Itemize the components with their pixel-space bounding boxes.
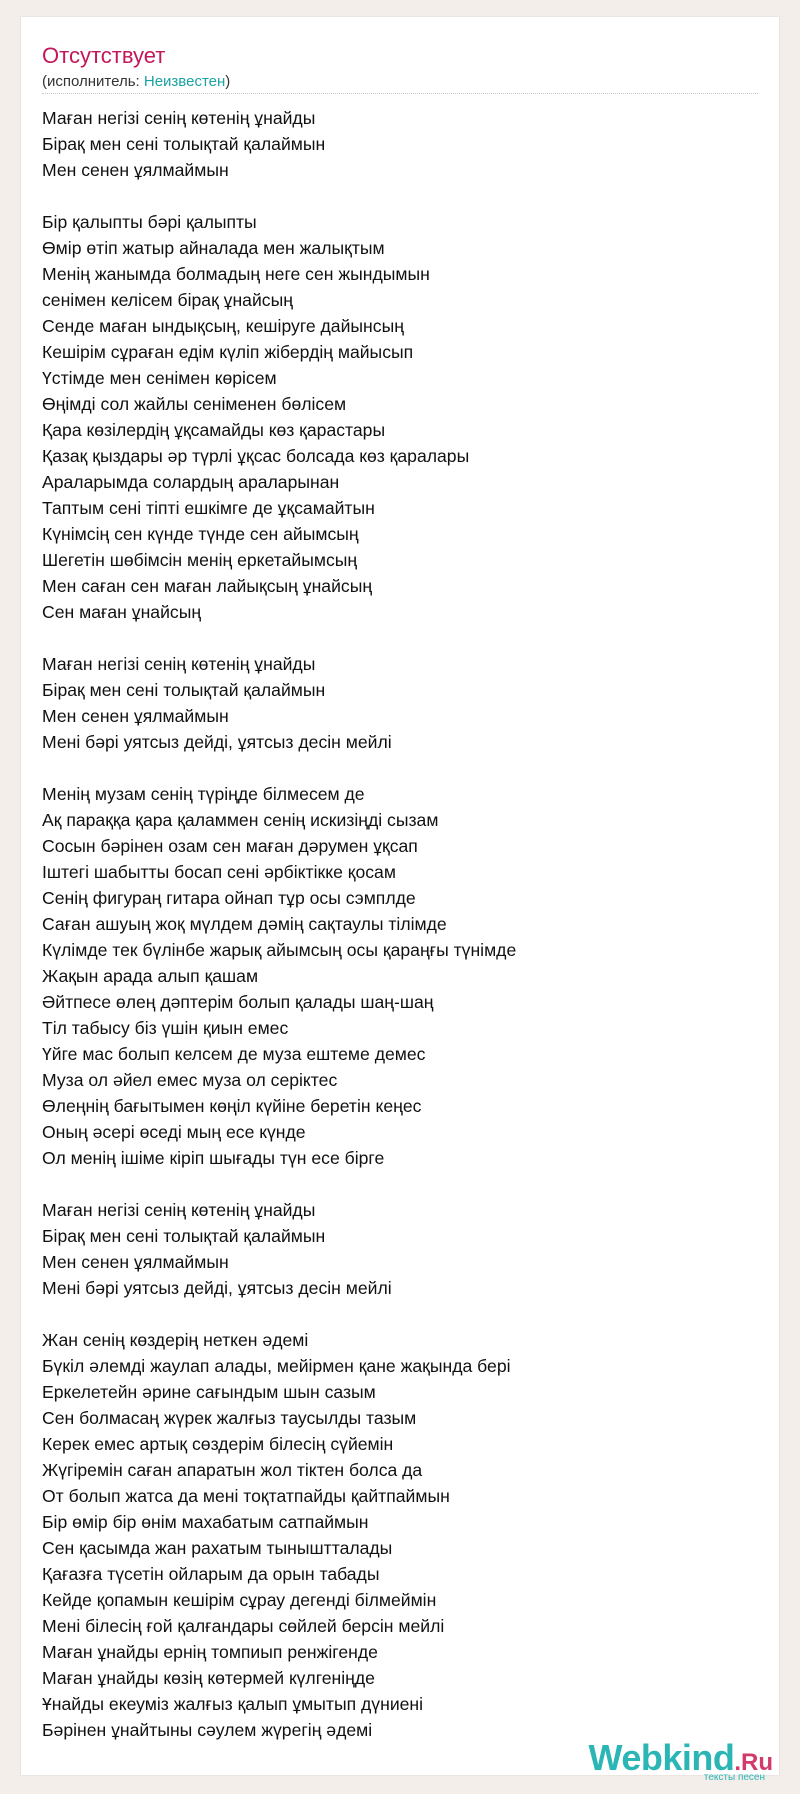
performer-link[interactable]: Неизвестен xyxy=(143,73,226,90)
lyric-line: Сенің фигураң гитара ойнап тұр осы сэмплде xyxy=(42,888,416,908)
lyric-line: Бірақ мен сені толықтай қалаймын xyxy=(42,680,326,700)
watermark-suffix: .Ru xyxy=(734,1749,773,1776)
lyric-line xyxy=(42,1171,758,1197)
song-title: Отсутствует xyxy=(42,43,166,68)
lyric-line: Мені бәрі уятсыз дейді, ұятсыз десін мейлі xyxy=(42,732,392,752)
lyric-line: От болып жатса да мені тоқтатпайды қайтпаймын xyxy=(42,1486,450,1506)
lyric-line: Араларымда солардың араларынан xyxy=(42,472,340,492)
lyric-line: Іштегі шабытты босап сені әрбіктікке қосам xyxy=(42,862,396,882)
lyric-line: Еркелетейн әрине сағындым шын сазым xyxy=(42,1382,376,1402)
lyric-line: Өңімді сол жайлы сеніменен бөлісем xyxy=(42,394,347,414)
lyric-line: Үстімде мен сенімен көрісем xyxy=(42,368,277,388)
lyric-line: Бірақ мен сені толықтай қалаймын xyxy=(42,134,326,154)
lyric-line: Сенде маған ындықсың, кешіруге дайынсың xyxy=(42,316,404,336)
lyric-line: Жүгіремін саған апаратын жол тіктен болса да xyxy=(42,1460,423,1480)
lyric-line: Бәрінен ұнайтыны сәулем жүрегің әдемі xyxy=(42,1720,373,1740)
watermark-brand: Webkind xyxy=(588,1737,735,1778)
lyric-line: Маған ұнайды көзің көтермей күлгеніңде xyxy=(42,1668,375,1688)
lyrics-text xyxy=(42,105,758,1743)
lyric-line: Мен сенен ұялмаймын xyxy=(42,706,229,726)
lyric-line: Бүкіл әлемді жаулап алады, мейірмен қане жақында бері xyxy=(42,1356,511,1376)
lyric-line: Шегетін шөбімсін менің еркетайымсың xyxy=(42,550,358,570)
lyric-line: Ұнайды екеуміз жалғыз қалып ұмытып дүниені xyxy=(42,1694,424,1714)
lyric-line: Қазақ қыздары әр түрлі ұқсас болсада көз қаралары xyxy=(42,446,470,466)
lyric-line: Тіл табысу біз үшін қиын емес xyxy=(42,1018,289,1038)
lyric-line: Маған негізі сенің көтенің ұнайды xyxy=(42,654,316,674)
lyric-line: Үйге мас болып келсем де муза ештеме демес xyxy=(42,1044,426,1064)
lyric-line: Менің жанымда болмадың неге сен жындымын xyxy=(42,264,430,284)
lyric-line: Кейде қопамын кешірім сұрау дегенді білмеймін xyxy=(42,1590,437,1610)
lyric-line: Менің музам сенің түріңде білмесем де xyxy=(42,784,365,804)
lyric-line: Кешірім сұраған едім күліп жібердің майысып xyxy=(42,342,414,362)
lyric-line: Бір өмір бір өнім махабатым сатпаймын xyxy=(42,1512,369,1532)
lyric-line: Мені бәрі уятсыз дейді, ұятсыз десін мейлі xyxy=(42,1278,392,1298)
lyric-line: Сосын бәрінен озам сен маған дәрумен ұқсап xyxy=(42,836,418,856)
lyric-line xyxy=(42,183,758,209)
lyric-line: Жақын арада алып қашам xyxy=(42,966,259,986)
lyric-line: Маған ұнайды ернің томпиып ренжігенде xyxy=(42,1642,378,1662)
lyric-line: Ақ параққа қара қаламмен сенің искизіңді сызам xyxy=(42,810,439,830)
performer-prefix: (исполнитель: xyxy=(42,73,144,90)
lyric-line xyxy=(42,755,758,781)
lyric-line: Керек емес артық сөздерім білесің сүйемін xyxy=(42,1434,394,1454)
lyric-line: Саған ашуың жоқ мүлдем дәмің сақтаулы тілімде xyxy=(42,914,447,934)
lyric-line: Маған негізі сенің көтенің ұнайды xyxy=(42,1200,316,1220)
lyric-line xyxy=(42,625,758,651)
lyric-line: Күлімде тек бүлінбе жарық айымсың осы қараңғы түнімде xyxy=(42,940,517,960)
lyric-line: Таптым сені тіпті ешкімге де ұқсамайтын xyxy=(42,498,375,518)
performer-suffix: ) xyxy=(225,73,231,90)
lyric-line: Мен сенен ұялмаймын xyxy=(42,1252,229,1272)
lyric-line: Муза ол әйел емес муза ол серіктес xyxy=(42,1070,338,1090)
lyric-line: Маған негізі сенің көтенің ұнайды xyxy=(42,108,316,128)
lyric-line: Әйтпесе өлең дәптерім болып қалады шаң-шаң xyxy=(42,992,434,1012)
lyric-line: Мені білесің ғой қалғандары сөйлей берсін мейлі xyxy=(42,1616,445,1636)
lyric-line: сенімен келісем бірақ ұнайсың xyxy=(42,290,293,310)
lyric-line: Қара көзілердің ұқсамайды көз қарастары xyxy=(42,420,386,440)
site-watermark xyxy=(588,1737,773,1783)
lyric-line: Сен қасымда жан рахатым тыныштталады xyxy=(42,1538,393,1558)
lyric-line: Күнімсің сен күнде түнде сен айымсың xyxy=(42,524,359,544)
header-divider xyxy=(42,93,758,94)
lyric-line: Қағазға түсетін ойларым да орын табады xyxy=(42,1564,380,1584)
lyric-line: Мен сенен ұялмаймын xyxy=(42,160,229,180)
lyric-line: Өлеңнің бағытымен көңіл күйіне беретін кеңес xyxy=(42,1096,422,1116)
lyric-line: Бір қалыпты бәрі қалыпты xyxy=(42,212,257,232)
lyric-line: Ол менің ішіме кіріп шығады түн есе бірге xyxy=(42,1148,385,1168)
performer-line xyxy=(42,72,230,92)
lyric-line: Өмір өтіп жатыр айналада мен жалықтым xyxy=(42,238,385,258)
lyric-line: Мен саған сен маған лайықсың ұнайсың xyxy=(42,576,373,596)
lyric-line: Оның әсері өседі мың есе күнде xyxy=(42,1122,306,1142)
lyric-line xyxy=(42,1301,758,1327)
watermark-tagline: тексты песен xyxy=(703,1772,765,1783)
lyric-line: Жан сенің көздерің неткен әдемі xyxy=(42,1330,309,1350)
lyric-line: Бірақ мен сені толықтай қалаймын xyxy=(42,1226,326,1246)
lyric-line: Сен болмасаң жүрек жалғыз таусылды тазым xyxy=(42,1408,417,1428)
lyric-line: Сен маған ұнайсың xyxy=(42,602,202,622)
